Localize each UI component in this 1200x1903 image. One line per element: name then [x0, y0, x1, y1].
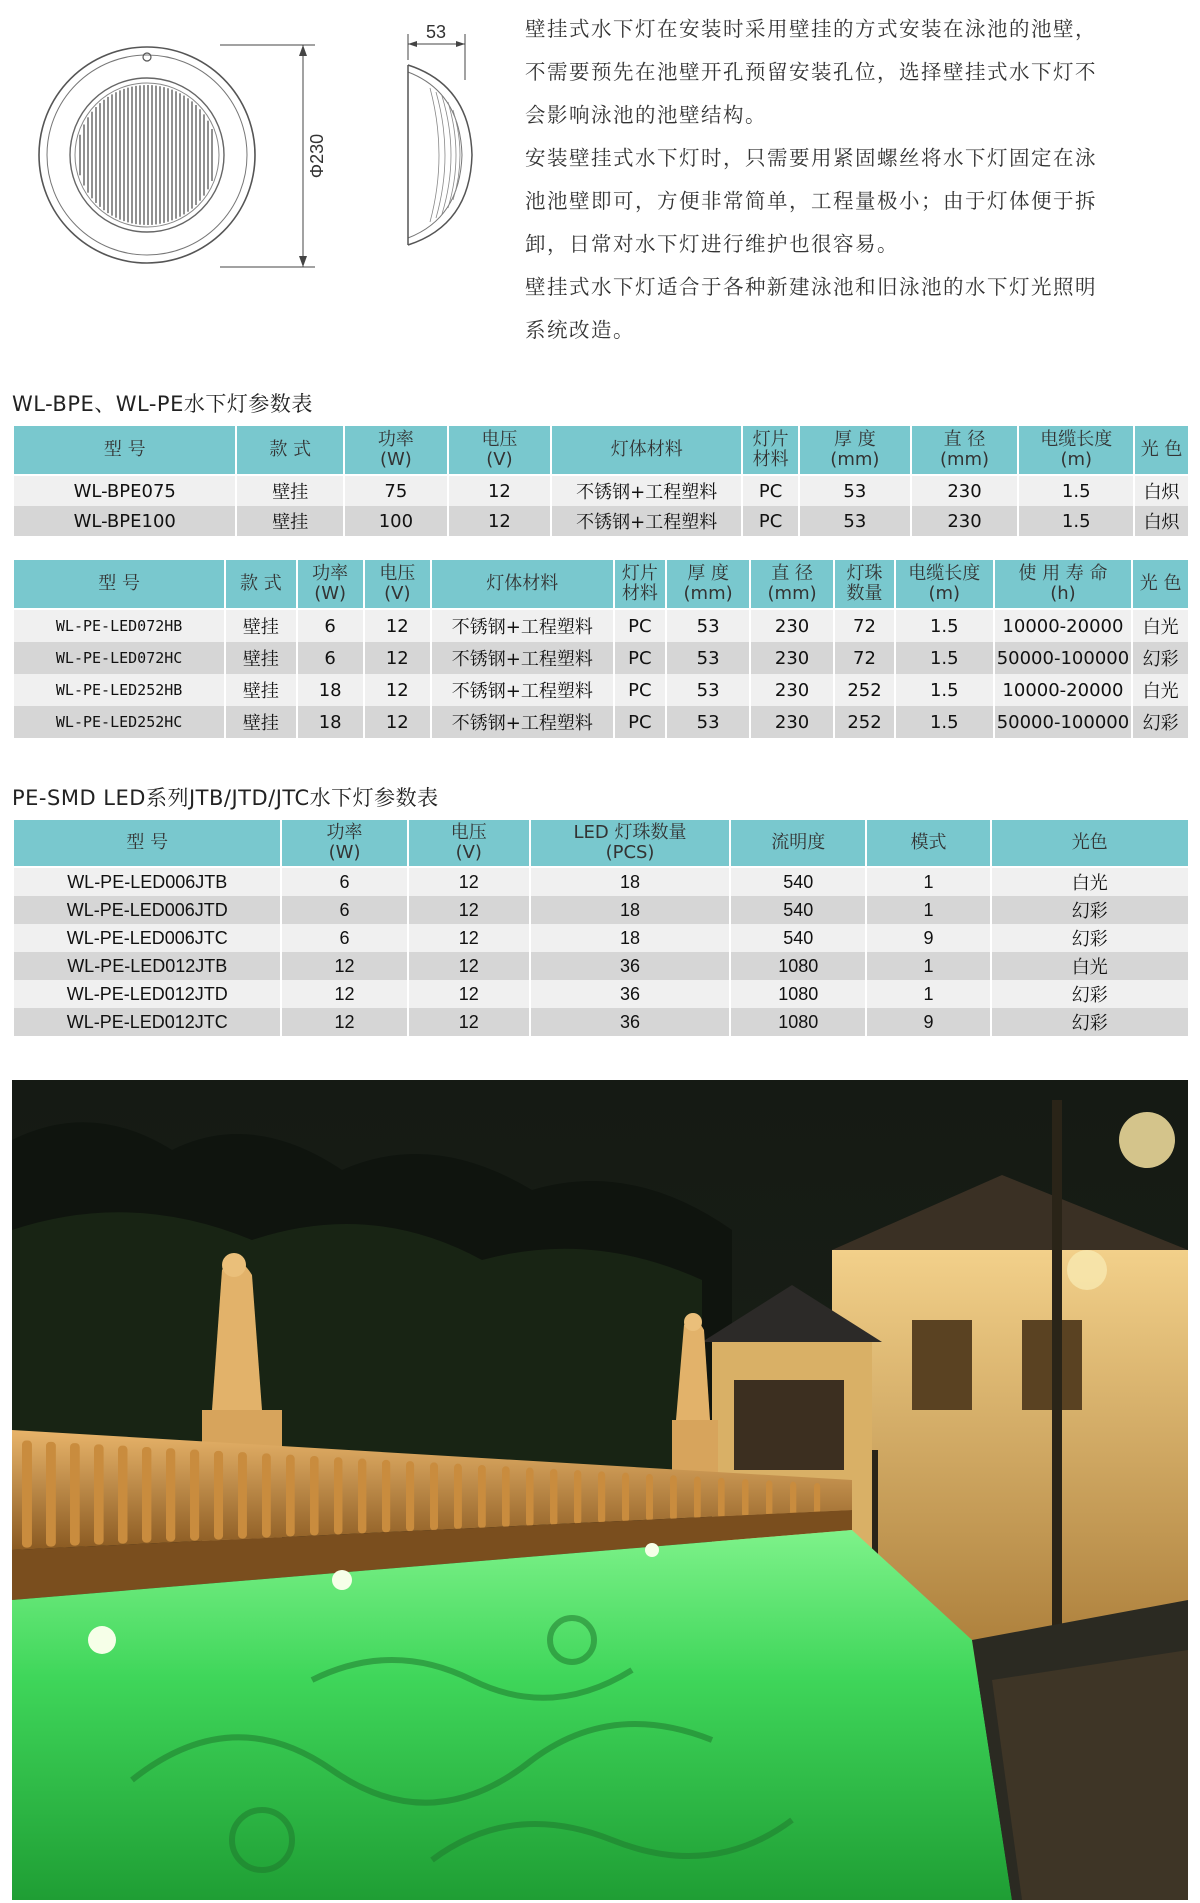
table1-header: 电压 (V): [449, 426, 551, 476]
table-cell: 1.5: [1019, 476, 1133, 506]
table1-header-row: [14, 426, 1188, 476]
side-view-drawing: [408, 22, 472, 245]
table-cell: 9: [867, 924, 989, 952]
table-row: [14, 706, 1188, 738]
table-cell: 230: [912, 476, 1018, 506]
table3-title: PE-SMD LED系列JTB/JTD/JTC水下灯参数表: [12, 786, 439, 810]
pool-night-photo: [12, 1080, 1188, 1900]
table-cell: 不锈钢+工程塑料: [432, 706, 613, 738]
table-cell: 540: [731, 896, 865, 924]
table-cell: 252: [835, 706, 894, 738]
table-cell: 1: [867, 980, 989, 1008]
table2-header: 厚 度 (mm): [667, 560, 749, 610]
table-cell: WL-PE-LED012JTC: [14, 1008, 280, 1036]
table-cell: 白光: [992, 868, 1188, 896]
table-cell: 幻彩: [992, 924, 1188, 952]
intro-paragraph-3: 壁挂式水下灯适合于各种新建泳池和旧泳池的水下灯光照明系统改造。: [525, 275, 1097, 342]
table1-title: WL-BPE、WL-PE水下灯参数表: [12, 392, 313, 416]
table-cell: 不锈钢+工程塑料: [552, 506, 741, 536]
table-cell: 12: [365, 674, 430, 706]
table-cell: 6: [282, 896, 406, 924]
table-cell: 53: [667, 674, 749, 706]
table-cell: 252: [835, 674, 894, 706]
table-cell: 10000-20000: [995, 674, 1132, 706]
table-cell: 230: [751, 642, 833, 674]
table2-header-row: [14, 560, 1188, 610]
table-cell: 10000-20000: [995, 610, 1132, 642]
table-cell: 18: [298, 706, 363, 738]
table2-header: 使 用 寿 命 (h): [995, 560, 1132, 610]
table-cell: 壁挂: [226, 642, 295, 674]
table-cell: 白光: [1133, 610, 1188, 642]
table-cell: PC: [615, 642, 665, 674]
table-cell: 壁挂: [226, 674, 295, 706]
table-cell: PC: [615, 610, 665, 642]
table-cell: 白光: [992, 952, 1188, 980]
table-cell: 53: [800, 476, 910, 506]
front-view-drawing: [39, 45, 327, 267]
table-cell: PC: [615, 706, 665, 738]
table-cell: 白光: [1133, 674, 1188, 706]
table-cell: 50000-100000: [995, 642, 1132, 674]
table-cell: WL-PE-LED012JTB: [14, 952, 280, 980]
wl-bpe-spec-table: [12, 426, 1190, 536]
table-cell: 幻彩: [1133, 706, 1188, 738]
table1-header: 厚 度 (mm): [800, 426, 910, 476]
table-row: [14, 952, 1188, 980]
table-cell: 12: [409, 924, 529, 952]
table-cell: 18: [531, 896, 729, 924]
table2-header: 电压 (V): [365, 560, 430, 610]
table1-header: 光 色: [1135, 426, 1188, 476]
table-cell: 540: [731, 924, 865, 952]
thickness-dimension-label: 53: [425, 22, 447, 42]
table-cell: 壁挂: [237, 506, 343, 536]
table-cell: 18: [531, 868, 729, 896]
table-cell: WL-PE-LED012JTD: [14, 980, 280, 1008]
table-cell: 1.5: [896, 706, 993, 738]
table2-header: 灯珠 数量: [835, 560, 894, 610]
table-cell: 12: [409, 980, 529, 1008]
table-cell: 72: [835, 610, 894, 642]
table-cell: 幻彩: [992, 896, 1188, 924]
table-row: [14, 642, 1188, 674]
table-cell: 12: [282, 1008, 406, 1036]
wl-pe-led-spec-table: [12, 560, 1190, 738]
table-cell: WL-PE-LED006JTB: [14, 868, 280, 896]
table-cell: 12: [409, 896, 529, 924]
table3-header-row: [14, 820, 1188, 868]
table-cell: 6: [298, 610, 363, 642]
table-cell: 53: [667, 706, 749, 738]
table-cell: 36: [531, 1008, 729, 1036]
table-cell: PC: [615, 674, 665, 706]
table-cell: 不锈钢+工程塑料: [432, 674, 613, 706]
intro-description: [525, 8, 1110, 352]
table-cell: 1.5: [896, 642, 993, 674]
table-row: [14, 476, 1188, 506]
table-cell: 幻彩: [1133, 642, 1188, 674]
table3-header: 功率 (W): [282, 820, 406, 868]
table-cell: 12: [449, 476, 551, 506]
table-cell: 1: [867, 868, 989, 896]
table-cell: 1.5: [896, 610, 993, 642]
table-cell: 幻彩: [992, 1008, 1188, 1036]
table-cell: 1.5: [1019, 506, 1133, 536]
table-cell: WL-BPE075: [14, 476, 235, 506]
table2-header: 灯片 材料: [615, 560, 665, 610]
table-cell: 230: [751, 674, 833, 706]
table-cell: 50000-100000: [995, 706, 1132, 738]
table-cell: 12: [409, 868, 529, 896]
pe-smd-led-spec-table: [12, 820, 1190, 1036]
table-row: [14, 1008, 1188, 1036]
table1-header: 灯体材料: [552, 426, 741, 476]
product-dimension-drawing: [20, 10, 480, 280]
table-cell: 36: [531, 952, 729, 980]
table-cell: WL-PE-LED072HC: [14, 642, 224, 674]
table-cell: 6: [282, 868, 406, 896]
intro-paragraph-1: 壁挂式水下灯在安装时采用壁挂的方式安装在泳池的池壁，不需要预先在池壁开孔预留安装孔位，选择壁挂式水下灯不会影响泳池的池壁结构。: [525, 17, 1097, 127]
table3-header: 光色: [992, 820, 1188, 868]
table-cell: 12: [282, 952, 406, 980]
table3-header: 流明度: [731, 820, 865, 868]
table-cell: 9: [867, 1008, 989, 1036]
table-cell: 230: [751, 706, 833, 738]
table1-header: 电缆长度 (m): [1019, 426, 1133, 476]
table-row: [14, 980, 1188, 1008]
table-cell: 100: [345, 506, 447, 536]
table-cell: 不锈钢+工程塑料: [432, 610, 613, 642]
table-cell: 白炽: [1135, 506, 1188, 536]
table-cell: 12: [282, 980, 406, 1008]
table-cell: 12: [365, 610, 430, 642]
table2-header: 光 色: [1133, 560, 1188, 610]
table-cell: 壁挂: [226, 706, 295, 738]
table-row: [14, 896, 1188, 924]
table-cell: PC: [743, 506, 798, 536]
diameter-dimension-label: Φ230: [307, 133, 327, 179]
table-row: [14, 868, 1188, 896]
table-cell: 1080: [731, 1008, 865, 1036]
table-cell: 18: [298, 674, 363, 706]
table-row: [14, 674, 1188, 706]
table1-header: 功率 (W): [345, 426, 447, 476]
table-cell: 12: [365, 706, 430, 738]
table1-header: 款 式: [237, 426, 343, 476]
table-cell: WL-BPE100: [14, 506, 235, 536]
table-cell: 53: [800, 506, 910, 536]
table-cell: 1.5: [896, 674, 993, 706]
table-cell: 1080: [731, 980, 865, 1008]
table-cell: 不锈钢+工程塑料: [552, 476, 741, 506]
table3-header: 电压 (V): [409, 820, 529, 868]
table-cell: 1: [867, 896, 989, 924]
table1-header: 灯片 材料: [743, 426, 798, 476]
table-cell: 53: [667, 610, 749, 642]
table-row: [14, 610, 1188, 642]
table1-header: 型 号: [14, 426, 235, 476]
intro-paragraph-2: 安装壁挂式水下灯时，只需要用紧固螺丝将水下灯固定在泳池池壁即可，方便非常简单，工程量极小；由于灯体便于拆卸，日常对水下灯进行维护也很容易。: [525, 146, 1097, 256]
table2-header: 功率 (W): [298, 560, 363, 610]
table-cell: 72: [835, 642, 894, 674]
table-cell: WL-PE-LED252HC: [14, 706, 224, 738]
table-row: [14, 924, 1188, 952]
table-cell: 12: [365, 642, 430, 674]
table-cell: 白炽: [1135, 476, 1188, 506]
table3-header: 模式: [867, 820, 989, 868]
table-row: [14, 506, 1188, 536]
table-cell: 230: [751, 610, 833, 642]
table2-header: 款 式: [226, 560, 295, 610]
table-cell: 12: [409, 952, 529, 980]
table-cell: PC: [743, 476, 798, 506]
table3-header: LED 灯珠数量 (PCS): [531, 820, 729, 868]
table2-header: 电缆长度 (m): [896, 560, 993, 610]
table-cell: WL-PE-LED006JTC: [14, 924, 280, 952]
table2-header: 型 号: [14, 560, 224, 610]
table-cell: 1080: [731, 952, 865, 980]
table-cell: 6: [282, 924, 406, 952]
table1-header: 直 径 (mm): [912, 426, 1018, 476]
table-cell: 壁挂: [237, 476, 343, 506]
table2-header: 直 径 (mm): [751, 560, 833, 610]
table-cell: 12: [449, 506, 551, 536]
table-cell: 53: [667, 642, 749, 674]
table2-header: 灯体材料: [432, 560, 613, 610]
table-cell: 18: [531, 924, 729, 952]
table-cell: 540: [731, 868, 865, 896]
table-cell: 12: [409, 1008, 529, 1036]
table-cell: WL-PE-LED252HB: [14, 674, 224, 706]
table-cell: 1: [867, 952, 989, 980]
table3-header: 型 号: [14, 820, 280, 868]
table-cell: 6: [298, 642, 363, 674]
table-cell: WL-PE-LED006JTD: [14, 896, 280, 924]
table-cell: 壁挂: [226, 610, 295, 642]
table-cell: 36: [531, 980, 729, 1008]
table-cell: 不锈钢+工程塑料: [432, 642, 613, 674]
table-cell: WL-PE-LED072HB: [14, 610, 224, 642]
table-cell: 230: [912, 506, 1018, 536]
table-cell: 幻彩: [992, 980, 1188, 1008]
table-cell: 75: [345, 476, 447, 506]
